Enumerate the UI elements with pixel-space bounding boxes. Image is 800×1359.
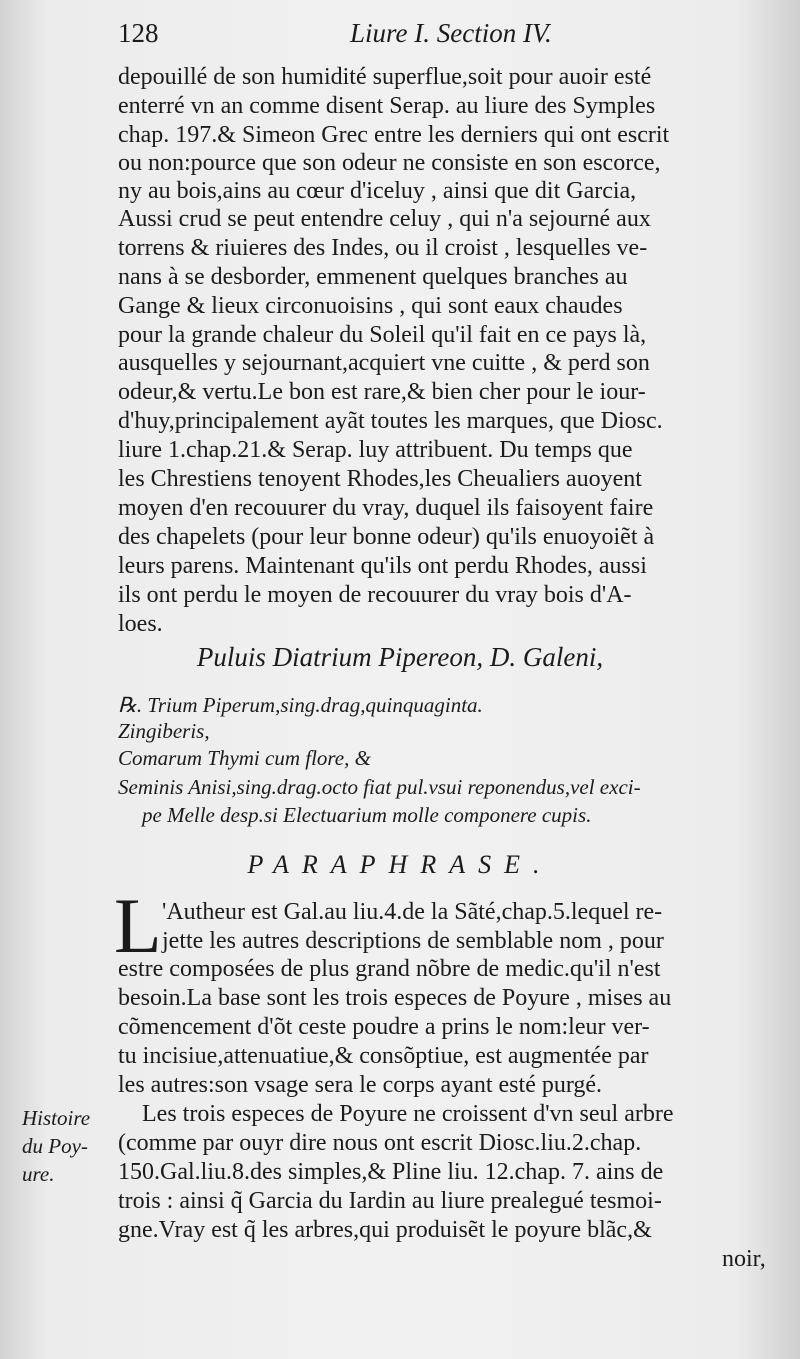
text-line: Gange & lieux circonuoisins , qui sont eaux chaudes	[118, 293, 623, 319]
text-line: pour la grande chaleur du Soleil qu'il fait en ce pays là,	[118, 322, 647, 348]
text-line: moyen d'en recouurer du vray, duquel ils faisoyent faire	[118, 495, 654, 521]
recipe-line: Zingiberis,	[118, 719, 210, 743]
text-line: ny au bois,ains au cœur d'iceluy , ainsi que dit Garcia,	[118, 178, 637, 204]
text-line: cõmencement d'õt ceste poudre a prins le nom:leur ver-	[118, 1014, 650, 1040]
text-line: gne.Vray est q̃ les arbres,qui produisẽt le poyure blãc,&	[118, 1217, 652, 1243]
text-line: liure 1.chap.21.& Serap. luy attribuent. Du temps que	[118, 437, 633, 463]
margin-note-line: du Poy-	[22, 1134, 88, 1158]
recipe-line: Seminis Anisi,sing.drag.octo fiat pul.vsui reponendus,vel exci-	[118, 775, 641, 799]
drop-capital: L	[114, 882, 162, 969]
text-line: ausquelles y sejournant,acquiert vne cuitte , & perd son	[118, 350, 650, 376]
text-line: d'huy,principalement ayãt toutes les marques, que Diosc.	[118, 408, 663, 434]
margin-note-line: ure.	[22, 1162, 55, 1186]
text-line: estre composées de plus grand nõbre de medic.qu'il n'est	[118, 956, 661, 982]
section-heading: PARAPHRASE.	[247, 850, 553, 879]
text-line: (comme par ouyr dire nous ont escrit Diosc.liu.2.chap.	[118, 1130, 642, 1156]
text-line: des chapelets (pour leur bonne odeur) qu'ils enuoyoiẽt à	[118, 524, 655, 550]
text-line: Les trois especes de Poyure ne croissent d'vn seul arbre	[142, 1101, 674, 1127]
text-line: besoin.La base sont les trois especes de Poyure , mises au	[118, 985, 672, 1011]
text-line: leurs parens. Maintenant qu'ils ont perdu Rhodes, aussi	[118, 553, 647, 579]
text-line: depouillé de son humidité superflue,soit pour auoir esté	[118, 64, 652, 90]
text-line: les autres:son vsage sera le corps ayant esté purgé.	[118, 1072, 603, 1098]
recipe-line: Comarum Thymi cum flore, &	[118, 746, 371, 770]
text-line: odeur,& vertu.Le bon est rare,& bien cher pour le iour-	[118, 379, 646, 405]
text-line: 150.Gal.liu.8.des simples,& Pline liu. 12.chap. 7. ains de	[118, 1159, 664, 1185]
recipe-title: Puluis Diatrium Pipereon, D. Galeni,	[196, 642, 604, 672]
text-line: ou non:pource que son odeur ne consiste en son escorce,	[118, 150, 661, 176]
catchword: noir,	[722, 1246, 766, 1272]
text-line: trois : ainsi q̃ Garcia du Iardin au liure prealegué tesmoi-	[118, 1188, 662, 1214]
text-line: les Chrestiens tenoyent Rhodes,les Cheualiers auoyent	[118, 466, 642, 492]
page-number: 128	[118, 18, 159, 48]
text-line: chap. 197.& Simeon Grec entre les derniers qui ont escrit	[118, 122, 670, 148]
text-line: 'Autheur est Gal.au liu.4.de la Sãté,chap.5.lequel re-	[162, 899, 663, 925]
text-line: tu incisiue,attenuatiue,& consõptiue, est augmentée par	[118, 1043, 649, 1069]
text-line: nans à se desborder, emmenent quelques branches au	[118, 264, 628, 290]
text-line: Aussi crud se peut entendre celuy , qui n'a sejourné aux	[118, 206, 651, 232]
text-line: jette les autres descriptions de semblable nom , pour	[162, 928, 664, 954]
text-line: enterré vn an comme disent Serap. au liure des Symples	[118, 93, 656, 119]
margin-note	[22, 1104, 118, 1188]
text-line: loes.	[118, 611, 163, 637]
text-line: ils ont perdu le moyen de recouurer du vray bois d'A-	[118, 582, 632, 608]
recipe-line: pe Melle desp.si Electuarium molle componere cupis.	[142, 803, 592, 827]
margin-note-line: Histoire	[22, 1106, 91, 1130]
text-line: torrens & riuieres des Indes, ou il croist , lesquelles ve-	[118, 235, 648, 261]
running-title: Liure I. Section IV.	[350, 18, 552, 48]
page-header	[118, 18, 586, 58]
recipe-line: ℞. Trium Piperum,sing.drag,quinquaginta.	[118, 693, 483, 717]
